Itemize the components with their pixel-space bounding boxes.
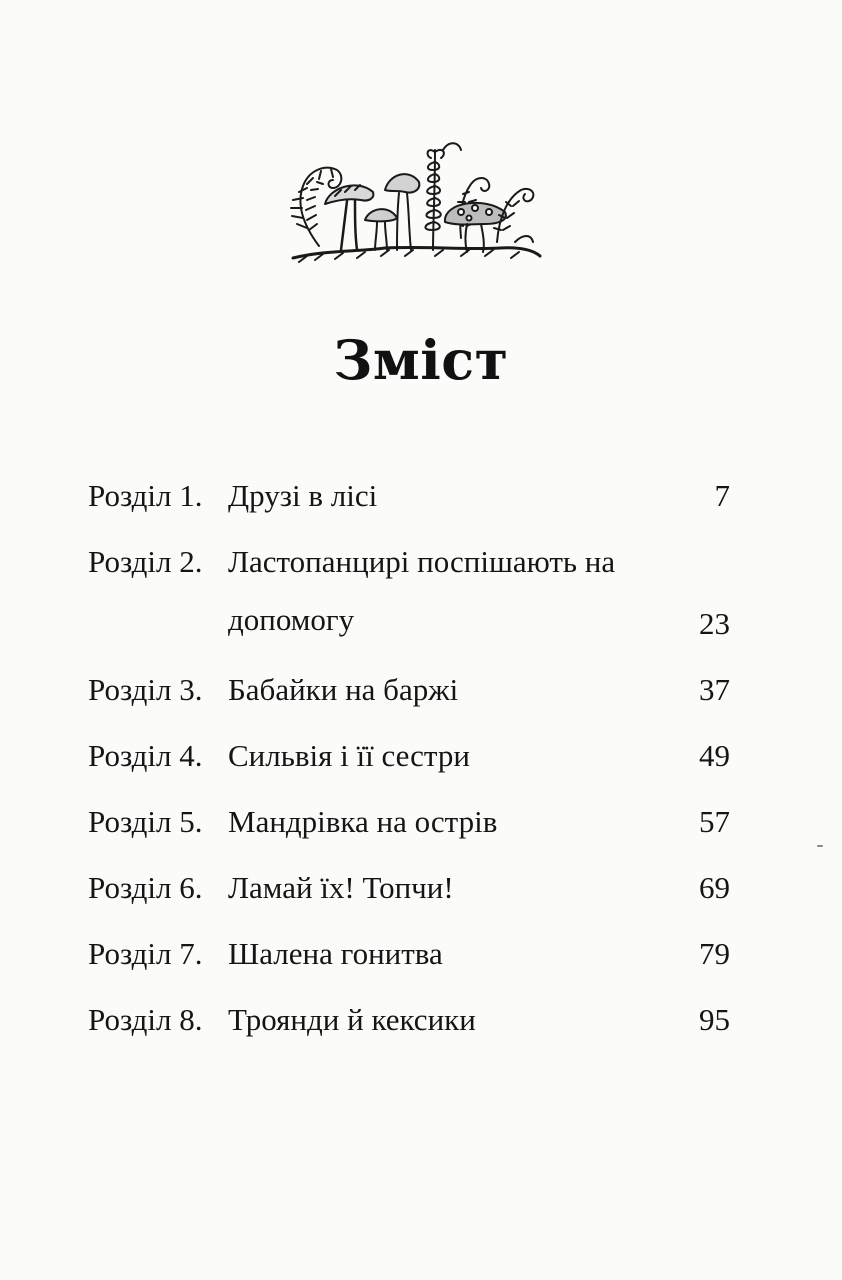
toc-chapter-number: Розділ 2. [88,544,203,579]
toc-entry-8 [88,990,730,1056]
page-title: Зміст [333,328,509,392]
toc-entry-7 [88,924,730,990]
toc-chapter-title: Бабайки на баржі [228,672,459,707]
toc-entry-5 [88,792,730,858]
toc-chapter-title: Мандрівка на острів [228,804,498,839]
toc-chapter-title: Ластопанцирі поспішають на допомогу [228,544,616,637]
toc-chapter-title: Сильвія і її сестри [228,738,470,773]
toc-chapter-number: Розділ 3. [88,672,203,707]
toc-page-number: 7 [714,478,730,513]
toc-chapter-number: Розділ 6. [88,870,203,905]
toc-chapter-title: Друзі в лісі [228,478,378,513]
toc-entry-4 [88,726,730,792]
toc-entry-6 [88,858,730,924]
toc-page-number: 57 [699,804,730,839]
toc-page-number: 95 [699,1002,730,1037]
toc-chapter-number: Розділ 7. [88,936,203,971]
toc-page-number: 79 [699,936,730,971]
table-of-contents [88,466,730,1056]
toc-chapter-title: Троянди й кексики [228,1002,476,1037]
toc-page-number: 37 [699,672,730,707]
print-speck [817,845,823,847]
toc-chapter-number: Розділ 1. [88,478,203,513]
toc-chapter-number: Розділ 4. [88,738,203,773]
toc-page-number: 23 [699,606,730,641]
toc-entry-2 [88,532,730,660]
toc-page-number: 49 [699,738,730,773]
forest-mushrooms-icon [285,138,547,268]
toc-entry-3 [88,660,730,726]
toc-chapter-number: Розділ 8. [88,1002,203,1037]
toc-chapter-number: Розділ 5. [88,804,203,839]
toc-entry-1 [88,466,730,532]
toc-page-number: 69 [699,870,730,905]
toc-chapter-title: Ламай їх! Топчи! [228,870,454,905]
toc-chapter-title: Шалена гонитва [228,936,443,971]
